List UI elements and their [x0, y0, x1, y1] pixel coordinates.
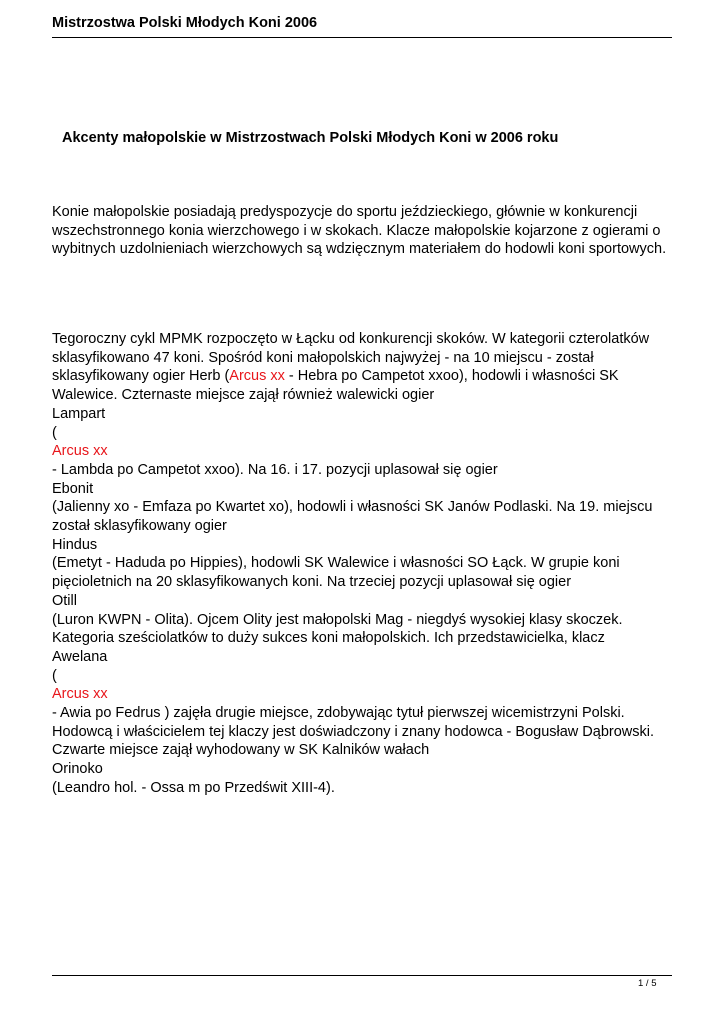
body-line: Tegoroczny cykl MPMK rozpoczęto w Łącku od konkurencji skoków. W kategorii czterolatków [52, 331, 650, 347]
horse-name: Lampart [52, 405, 106, 422]
page-indicator: 1 / 5 [638, 978, 657, 989]
body-line: został sklasyfikowany ogier [52, 518, 227, 535]
arcus-link[interactable]: Arcus xx [52, 443, 108, 460]
body-line: sklasyfikowano 47 koni. Spośród koni małopolskich najwyżej - na 10 miejscu - został [52, 349, 594, 366]
horse-name: Hindus [52, 536, 98, 553]
horse-name: Orinoko [52, 761, 103, 778]
body-line: - Lambda po Campetot xxoo). Na 16. i 17. pozycji uplasował się ogier [52, 461, 498, 478]
body-line: Czwarte miejsce zajął wyhodowany w SK Kalników wałach [52, 742, 430, 759]
body-text: - Hebra po Campetot xxoo), hodowli i własności SK [284, 368, 619, 385]
intro-line: wszechstronnego konia wierzchowego i w skokach. Klacze małopolskie kojarzone z ogierami o [52, 222, 661, 239]
body-line [52, 367, 677, 386]
horse-name: Ebonit [52, 480, 94, 497]
body-line: Walewice. Czternaste miejsce zajął również walewicki ogier [52, 387, 435, 404]
body-line: (Emetyt - Haduda po Hippies), hodowli SK Walewice i własności SO Łąck. W grupie koni [52, 555, 620, 572]
intro-paragraph [52, 203, 677, 259]
intro-line: Konie małopolskie posiadają predyspozycje do sportu jeździeckiego, głównie w konkurencji [52, 204, 638, 220]
article-heading: Akcenty małopolskie w Mistrzostwach Polski Młodych Koni w 2006 roku [62, 130, 559, 146]
body-line: Kategoria sześciolatków to duży sukces koni małopolskich. Ich przedstawicielka, klacz [52, 630, 605, 647]
body-text: sklasyfikowany ogier Herb ( [52, 368, 230, 385]
arcus-link[interactable]: Arcus xx [229, 368, 285, 385]
body-line: (Leandro hol. - Ossa m po Przedświt XIII-4). [52, 779, 335, 796]
horse-name: Otill [52, 592, 77, 609]
main-paragraph [52, 330, 677, 798]
arcus-link[interactable]: Arcus xx [52, 686, 108, 703]
body-line: ( [52, 667, 57, 684]
body-line: pięcioletnich na 20 sklasyfikowanych koni. Na trzeciej pozycji uplasował się ogier [52, 574, 572, 591]
body-line: (Jalienny xo - Emfaza po Kwartet xo), hodowli i własności SK Janów Podlaski. Na 19. miejscu [52, 499, 653, 516]
body-line: - Awia po Fedrus ) zajęła drugie miejsce, zdobywając tytuł pierwszej wicemistrzyni Polski. [52, 705, 625, 722]
header-divider [52, 37, 672, 38]
document-header-title: Mistrzostwa Polski Młodych Koni 2006 [52, 15, 318, 31]
horse-name: Awelana [52, 648, 108, 665]
body-line: ( [52, 424, 57, 441]
body-line: (Luron KWPN - Olita). Ojcem Olity jest małopolski Mag - niegdyś wysokiej klasy skoczek. [52, 611, 623, 628]
intro-line: wybitnych uzdolnieniach wierzchowych są wdzięcznym materiałem do hodowli koni sportowych. [52, 241, 667, 258]
footer-divider [52, 975, 672, 976]
body-line: Hodowcą i właścicielem tej klaczy jest doświadczony i znany hodowca - Bogusław Dąbrowski. [52, 723, 655, 740]
